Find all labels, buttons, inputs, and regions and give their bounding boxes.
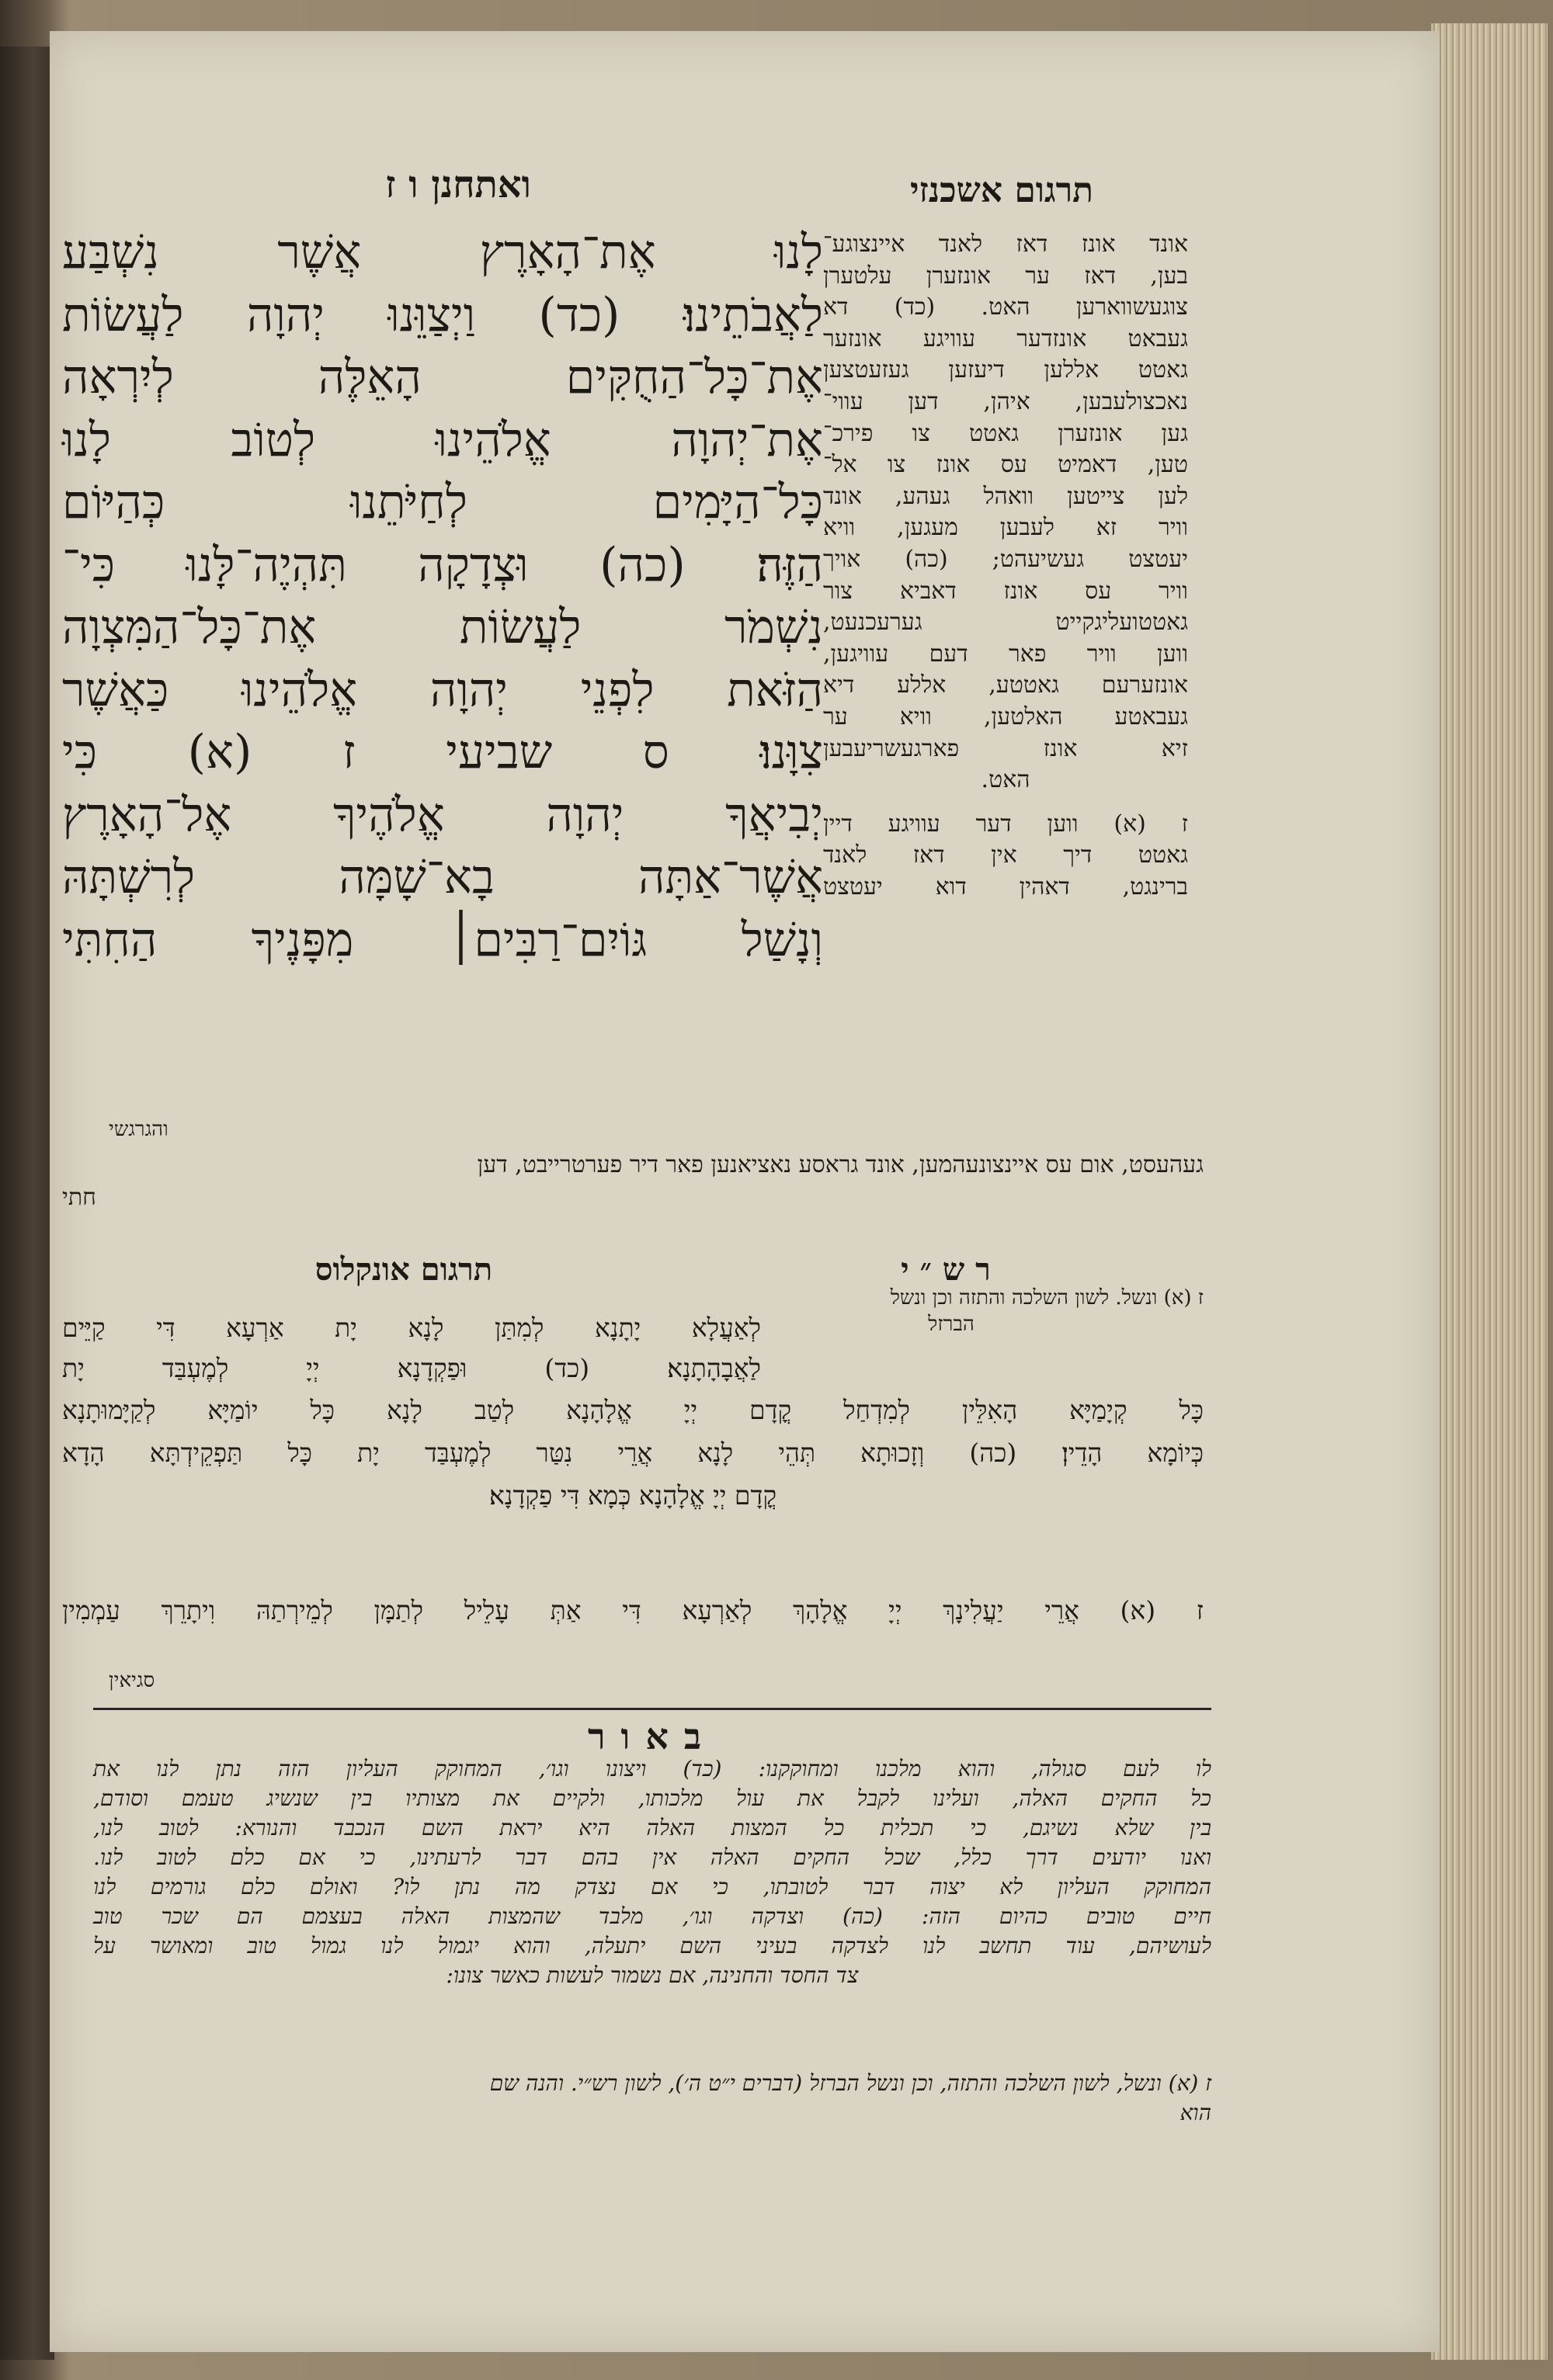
yiddish-line: געבאטע האלטען, וויא ער: [823, 703, 1188, 730]
yiddish-line: נאכצולעבען, איהן, דען עווי־: [823, 387, 1188, 415]
yiddish-line: גאטט דיך אין דאז לאנד: [823, 841, 1188, 869]
biur-title: באור: [587, 1716, 717, 1757]
running-header-right: תרגום אשכנזי: [909, 171, 1094, 210]
onkelos-line: כְּיוֹמָא הָדֵין׃ (כה) וְזָכוּתָא תְּהֵי לָנָא אֲרֵי נִטַּר לְמֶעְבַּד יָת כָּל תַּפְקֵידְתָּא הָדָא: [62, 1438, 1204, 1468]
rashi-title: רש״י: [901, 1251, 1002, 1288]
torah-line: יְבִיאֲךָ יְהוָה אֱלֹהֶיךָ אֶל־הָאָרֶץ: [62, 787, 823, 842]
yiddish-line: זיא אונז פארגעשריעבען: [823, 734, 1188, 762]
yiddish-line: ווען וויר פאר דעם עוויגען,: [823, 640, 1188, 668]
biur-line: לעושיהם, עוד תחשב לנו לצדקה בעיני השם יתעלה, והוא יגמול לנו גמול טוב ומאושר על: [93, 1933, 1211, 1958]
torah-line: הַזֹּאת לִפְנֵי יְהוָה אֱלֹהֵינוּ כַּאֲשֶׁר: [62, 662, 823, 717]
onkelos-line: לַאֲבָהָתָנָא׃ (כד) וּפַקְדָנָא יְיָ לְמֶעְבַּד יָת: [62, 1353, 761, 1383]
torah-line: לָנוּ אֶת־הָאָרֶץ אֲשֶׁר נִשְׁבַּע: [62, 225, 823, 279]
biur-line: ז (א) ונשל, לשון השלכה והתזה, וכן ונשל הברזל (דברים י״ט ה׳), לשון רש״י. והנה שם: [489, 2070, 1211, 2096]
torah-line: נִשְׁמֹר לַעֲשׂוֹת אֶת־כָּל־הַמִּצְוָה: [62, 600, 823, 654]
yiddish-line: ברינגט, דאהין דוא יעטצט: [823, 873, 1188, 900]
yiddish-line: געהעסט, אום עס איינצונעהמען, אונד גראסע נאציאנען פאר דיר פערטרייבט, דען: [477, 1151, 1204, 1178]
yiddish-line: אונזערעם גאטטע, אללע דיא: [823, 671, 1188, 699]
yiddish-catchword: חתי: [62, 1184, 96, 1211]
yiddish-line: וויר זא לעבען מעגען, וויא: [823, 514, 1188, 542]
biur-note: [93, 2069, 1211, 2128]
left-binding: [0, 47, 54, 2360]
yiddish-line: אונד אונז דאז לאנד איינצוגע־: [823, 231, 1188, 258]
yiddish-line-end: האט.: [981, 766, 1030, 794]
onkelos-column: [62, 1308, 761, 1389]
running-header-left: ואתחנן ו ז: [385, 163, 531, 206]
yiddish-line: גען אונזערן גאטט צו פירכ־: [823, 419, 1188, 447]
yiddish-continuation: [62, 1149, 1204, 1214]
onkelos-line: ז (א) אֲרֵי יַעֲלִינָךְ יְיָ אֱלָהָךְ לְאַרְעָא דִּי אַתְּ עָלֵיל לְתַמָּן לְמֵירְתַהּ וִיתָרֵךְ עַמְמִין: [62, 1595, 1204, 1625]
biur-line: לו לעם סגולה, והוא מלכנו ומחוקקנו: (כד) ויצונו וגו׳, המחוקק העליון הזה נתן לנו את: [93, 1756, 1211, 1782]
biur-line: בין שלא נשיגם, כי תכלית כל המצות האלה היא יראת השם הנכבד והנורא: לטוב לנו,: [93, 1815, 1211, 1841]
rashi-line: הברזל: [928, 1313, 975, 1336]
biur-commentary: [93, 1754, 1211, 1990]
torah-line: אֶת־יְהוָה אֱלֹהֵינוּ לְטוֹב לָנוּ: [62, 412, 823, 467]
rashi-line: ז (א) ונשל. לשון השלכה והתזה וכן ונשל: [890, 1286, 1204, 1310]
torah-line: לַאֲבֹתֵינוּ׃ (כד) וַיְצַוֵּנוּ יְהוָה לַעֲשׂוֹת: [62, 287, 823, 342]
yiddish-line: ז (א) ווען דער עוויגע דיין: [823, 810, 1188, 838]
onkelos-line: כָּל קְיָמַיָּא הָאִלֵּין לְמִדְחַל קֳדָם יְיָ אֱלָהָנָא לְטַב לָנָא כָּל יוֹמַיָּא לְקַיָּמוּתָנָא: [62, 1395, 1204, 1425]
biur-line: כל החקים האלה, ועלינו לקבל את עול מלכותו, ולקיים את מצותיו בין שנשיג טעמם וסודם,: [93, 1785, 1211, 1811]
yiddish-line: טען, דאמיט עס אונז צו אל־: [823, 451, 1188, 479]
onkelos-title: תרגום אונקלוס: [314, 1251, 493, 1288]
yiddish-line: צוגעשווארען האט. (כד) דא: [823, 293, 1188, 321]
yiddish-translation: [823, 229, 1188, 903]
yiddish-line: לען צייטען וואהל געהע, אונד: [823, 482, 1188, 510]
torah-line: אֲשֶׁר־אַתָּה בָא־שָׁמָּה לְרִשְׁתָּהּ: [62, 850, 823, 904]
yiddish-line: גאטט אללען דיעזען געזעטצען: [823, 356, 1188, 384]
yiddish-line: גאטטועליגקייט גערעכנעט,: [823, 609, 1188, 637]
biur-line: ואנו יודעים דרך כלל, שכל החקים האלה אין בהם דבר לרעתינו, כי אם כלם לטוב לנו.: [93, 1844, 1211, 1870]
torah-text: [62, 221, 823, 971]
yiddish-line: געבאט אונזדער עוויגע אונזער: [823, 324, 1188, 352]
biur-line: צד החסד והחנינה, אם נשמור לעשות כאשר צונו:: [446, 1962, 859, 1988]
torah-catchword: והגרגשי: [109, 1118, 169, 1141]
torah-line: צִוָּנוּ׃ ס שביעי ז (א) כִּי: [62, 725, 823, 779]
biur-line: המחוקק העליון לא יצוה דבר לטובתו, כי אם נצדק מה נתן לו? ואולם כלם גורמים לנו: [93, 1874, 1211, 1899]
rashi-commentary: [699, 1285, 1204, 1337]
torah-line: וְנָשַׁל גּוֹיִם־רַבִּים׀ מִפָּנֶיךָ הַחִתִּי: [62, 912, 823, 967]
biur-line: חיים טובים כהיום הזה: (כה) וצדקה וגו׳, מלבד שהמצות האלה בעצמם הם שכר טוב: [93, 1903, 1211, 1929]
onkelos-catchword: סגיאין: [109, 1669, 155, 1692]
biur-catchword: הוא: [1180, 2100, 1211, 2125]
section-divider: [93, 1708, 1211, 1710]
yiddish-line: וויר עס אונז דאביא צור: [823, 577, 1188, 605]
page-edges: [1429, 23, 1548, 2360]
yiddish-line: בען, דאז ער אונזערן עלטערן: [823, 262, 1188, 290]
torah-line: הַזֶּה׃ (כה) וּצְדָקָה תִּהְיֶה־לָּנוּ כִּי־: [62, 537, 823, 592]
onkelos-line: קֳדָם יְיָ אֱלָהָנָא כְּמָא דִּי פַקְדָנָא׃: [488, 1480, 776, 1511]
onkelos-line: לְאַעֲלָא יָתָנָא לְמִתַּן לָנָא יָת אַרְעָא דִּי קַיֵּים: [62, 1313, 761, 1343]
torah-line: אֶת־כָּל־הַחֻקִּים הָאֵלֶּה לְיִרְאָה: [62, 350, 823, 404]
yiddish-line: יעטצט געשיעהט; (כה) אויך: [823, 545, 1188, 573]
onkelos-text: [62, 1389, 1204, 1517]
onkelos-verse: [62, 1591, 1204, 1630]
torah-line: כָּל־הַיָּמִים לְחַיֹּתֵנוּ כְּהַיּוֹם: [62, 475, 823, 529]
